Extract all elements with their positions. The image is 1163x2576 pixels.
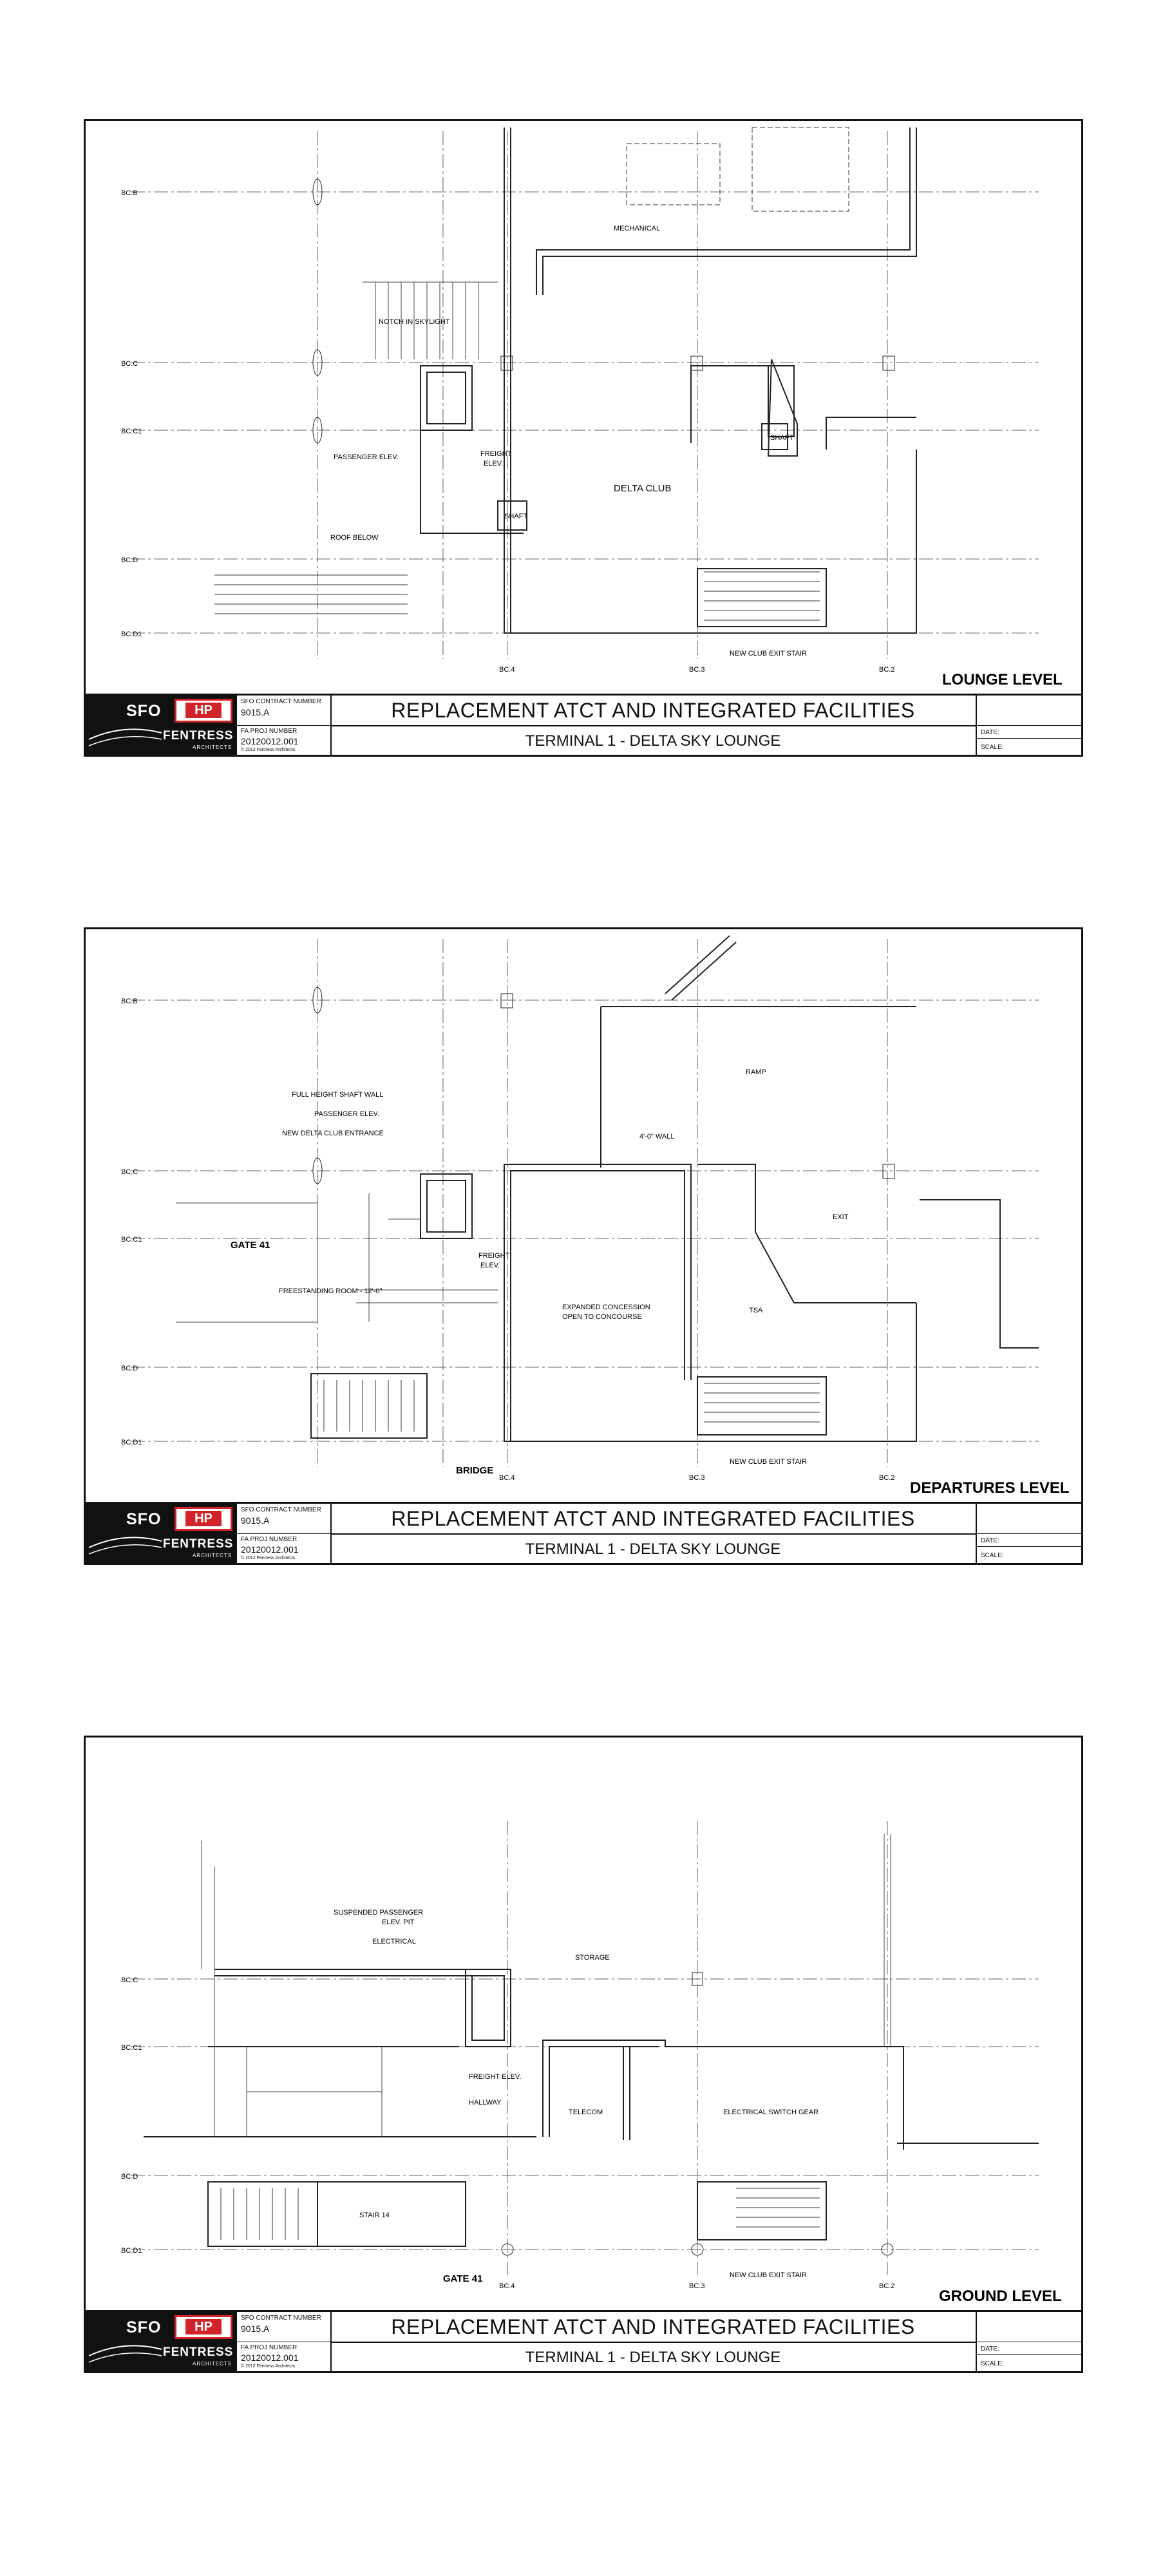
drawing-sheet-lounge — [84, 119, 1083, 757]
firm-logo — [86, 2312, 237, 2371]
date-scale-box — [976, 696, 1083, 755]
copyright: © 2012 Fentress Architects — [241, 1556, 296, 1560]
wall-label: 4'-0" WALL — [639, 1133, 675, 1141]
level-title: DEPARTURES LEVEL — [910, 1479, 1070, 1497]
proj-label: FA PROJ NUMBER — [241, 1536, 298, 1543]
grid-row-label: BC.B — [121, 189, 138, 197]
contract-value: 9015.A — [241, 1515, 270, 1526]
date-label: DATE: — [981, 2345, 999, 2353]
proj-label: FA PROJ NUMBER — [241, 728, 298, 735]
contract-value: 9015.A — [241, 2324, 270, 2334]
proj-label: FA PROJ NUMBER — [241, 2344, 298, 2351]
grid-row-label: BC.C1 — [121, 2044, 142, 2052]
hp-logo-mark: HP — [185, 703, 222, 718]
walls — [311, 936, 1039, 1441]
delta-club-label: DELTA CLUB — [614, 483, 672, 494]
gate-41-label: GATE 41 — [231, 1240, 270, 1251]
walls — [421, 128, 916, 633]
freestanding-room-label: FREESTANDING ROOM - 12'-0" — [279, 1287, 383, 1295]
grid-col-label: BC.2 — [879, 2282, 895, 2290]
proj-value: 20120012.001 — [241, 1544, 299, 1555]
stair — [214, 572, 820, 620]
concession-label: EXPANDED CONCESSION — [562, 1303, 650, 1311]
contract-value: 9015.A — [241, 707, 270, 717]
project-title: REPLACEMENT ATCT AND INTEGRATED FACILITIES — [391, 1507, 915, 1530]
grid-col-label: BC.2 — [879, 1474, 895, 1482]
telecom-label: TELECOM — [569, 2108, 603, 2116]
tsa-label: TSA — [749, 1307, 763, 1314]
passenger-elev-label: PASSENGER ELEV. — [334, 453, 399, 461]
grid-col-label: BC.4 — [499, 1474, 515, 1482]
column-markers — [313, 179, 894, 443]
grid-row-label: BC.D1 — [121, 630, 142, 638]
scale-label: SCALE: — [981, 2360, 1004, 2367]
grid-row-label: BC.C — [121, 360, 138, 368]
shaft-label: SHAFT — [770, 434, 794, 442]
sheet-titles — [330, 696, 976, 755]
sfo-logo-text: SFO — [126, 2318, 162, 2336]
contract-label: SFO CONTRACT NUMBER — [241, 1506, 321, 1513]
electrical-label: ELECTRICAL — [372, 1938, 416, 1946]
concession-label: OPEN TO CONCOURSE — [562, 1313, 642, 1321]
fentress-logo-text: FENTRESS — [163, 1537, 234, 1551]
exit-stair-label: NEW CLUB EXIT STAIR — [730, 1458, 808, 1466]
freight-elev-label: ELEV. — [480, 1262, 500, 1269]
date-label: DATE: — [981, 729, 999, 736]
proj-value: 20120012.001 — [241, 2353, 299, 2363]
mechanical-outline — [627, 128, 849, 211]
switch-gear-label: ELECTRICAL SWITCH GEAR — [723, 2108, 819, 2116]
sheet-titles — [330, 1504, 976, 1563]
swoosh-icon — [86, 720, 163, 752]
level-title: GROUND LEVEL — [939, 2287, 1062, 2305]
hallway-label: HALLWAY — [469, 2099, 502, 2107]
hp-logo — [175, 699, 232, 723]
passenger-elev-label: PASSENGER ELEV. — [314, 1110, 379, 1118]
delta-club-entrance-label: NEW DELTA CLUB ENTRANCE — [282, 1130, 384, 1137]
architects-text: ARCHITECTS — [193, 1553, 232, 1558]
grid-row-label: BC.D1 — [121, 2247, 142, 2255]
date-label: DATE: — [981, 1537, 999, 1544]
bridge-label: BRIDGE — [456, 1465, 494, 1476]
project-info — [237, 1504, 332, 1563]
drawing-sheet-ground — [84, 1736, 1083, 2373]
freight-elev-label: FREIGHT ELEV. — [469, 2073, 522, 2081]
scale-label: SCALE: — [981, 744, 1004, 751]
walls — [144, 1969, 1039, 2246]
exit-stair-label: NEW CLUB EXIT STAIR — [730, 2271, 808, 2279]
hp-logo-mark: HP — [185, 1511, 222, 1526]
hp-logo — [175, 2315, 232, 2339]
level-title: LOUNGE LEVEL — [942, 671, 1063, 688]
freight-elev-label: FREIGHT — [478, 1252, 510, 1260]
plan-drawing-departures — [86, 929, 1081, 1506]
floor-plan-lounge — [86, 121, 1081, 697]
firm-logo — [86, 696, 237, 755]
title-block — [86, 694, 1081, 755]
proj-value: 20120012.001 — [241, 736, 299, 746]
title-block — [86, 2310, 1081, 2371]
swoosh-icon — [86, 2336, 163, 2369]
swoosh-icon — [86, 1528, 163, 1560]
fentress-logo-text: FENTRESS — [163, 2345, 234, 2359]
suspended-elev-label: ELEV. PIT — [382, 1918, 415, 1926]
grid-row-label: BC.D — [121, 556, 138, 564]
project-title: REPLACEMENT ATCT AND INTEGRATED FACILITIES — [391, 699, 915, 722]
sheet-subtitle: TERMINAL 1 - DELTA SKY LOUNGE — [525, 732, 781, 750]
plan-drawing-ground — [86, 1738, 1081, 2314]
grid-col-label: BC.3 — [689, 1474, 705, 1482]
grid-row-label: BC.D — [121, 1365, 138, 1372]
grid-col-label: BC.3 — [689, 2282, 705, 2290]
sheet-subtitle: TERMINAL 1 - DELTA SKY LOUNGE — [525, 2349, 781, 2366]
sfo-logo-text: SFO — [126, 702, 162, 720]
storage-label: STORAGE — [575, 1954, 610, 1962]
stair-14-label: STAIR 14 — [359, 2211, 390, 2219]
grid-row-label: BC.C — [121, 1168, 138, 1176]
shaft-wall-label: FULL HEIGHT SHAFT WALL — [292, 1091, 384, 1099]
title-block — [86, 1502, 1081, 1563]
sheet-subtitle: TERMINAL 1 - DELTA SKY LOUNGE — [525, 1540, 781, 1558]
architects-text: ARCHITECTS — [193, 744, 232, 750]
project-info — [237, 696, 332, 755]
stair — [221, 2188, 820, 2240]
contract-label: SFO CONTRACT NUMBER — [241, 2315, 321, 2322]
plan-drawing-lounge — [86, 121, 1081, 697]
date-scale-box — [976, 2312, 1083, 2371]
drawing-sheet-departures — [84, 927, 1083, 1565]
grid-col-label: BC.2 — [879, 666, 895, 674]
grid-row-label: BC.C1 — [121, 428, 142, 435]
grid-row-label: BC.C — [121, 1976, 138, 1984]
scale-label: SCALE: — [981, 1552, 1004, 1559]
ramp-label: RAMP — [746, 1068, 766, 1076]
project-info — [237, 2312, 332, 2371]
freight-elev-label: FREIGHT — [480, 450, 512, 458]
grid-lines — [131, 1821, 1039, 2275]
grid-col-label: BC.4 — [499, 2282, 515, 2290]
grid-col-label: BC.4 — [499, 666, 515, 674]
copyright: © 2012 Fentress Architects — [241, 2364, 296, 2369]
hp-logo — [175, 1507, 232, 1531]
thin-partitions — [202, 1834, 891, 2137]
column-markers — [313, 987, 894, 1184]
grid-row-label: BC.B — [121, 998, 138, 1005]
shaft-label: SHAFT — [504, 513, 528, 520]
grid-col-label: BC.3 — [689, 666, 705, 674]
exit-stair-label: NEW CLUB EXIT STAIR — [730, 650, 808, 658]
mechanical-label: MECHANICAL — [614, 225, 661, 232]
floor-plan-departures — [86, 929, 1081, 1506]
floor-plan-ground — [86, 1738, 1081, 2314]
roof-below-label: ROOF BELOW — [330, 534, 379, 542]
fentress-logo-text: FENTRESS — [163, 729, 234, 743]
grid-lines — [131, 131, 1039, 659]
project-title: REPLACEMENT ATCT AND INTEGRATED FACILITIES — [391, 2315, 915, 2338]
freight-elev-label: ELEV. — [484, 460, 504, 468]
date-scale-box — [976, 1504, 1083, 1563]
suspended-elev-label: SUSPENDED PASSENGER — [334, 1909, 424, 1917]
stair — [324, 1380, 820, 1432]
firm-logo — [86, 1504, 237, 1563]
copyright: © 2012 Fentress Architects — [241, 748, 296, 752]
hp-logo-mark: HP — [185, 2319, 222, 2334]
grid-row-label: BC.D1 — [121, 1439, 142, 1446]
grid-row-label: BC.D — [121, 2173, 138, 2181]
exit-label: EXIT — [833, 1213, 849, 1221]
gate-41-label: GATE 41 — [443, 2273, 483, 2284]
thin-partitions — [176, 1193, 498, 1322]
contract-label: SFO CONTRACT NUMBER — [241, 698, 321, 705]
notch-label: NOTCH IN SKYLIGHT — [379, 318, 450, 326]
grid-row-label: BC.C1 — [121, 1236, 142, 1244]
sfo-logo-text: SFO — [126, 1510, 162, 1528]
sheet-titles — [330, 2312, 976, 2371]
architects-text: ARCHITECTS — [193, 2361, 232, 2367]
